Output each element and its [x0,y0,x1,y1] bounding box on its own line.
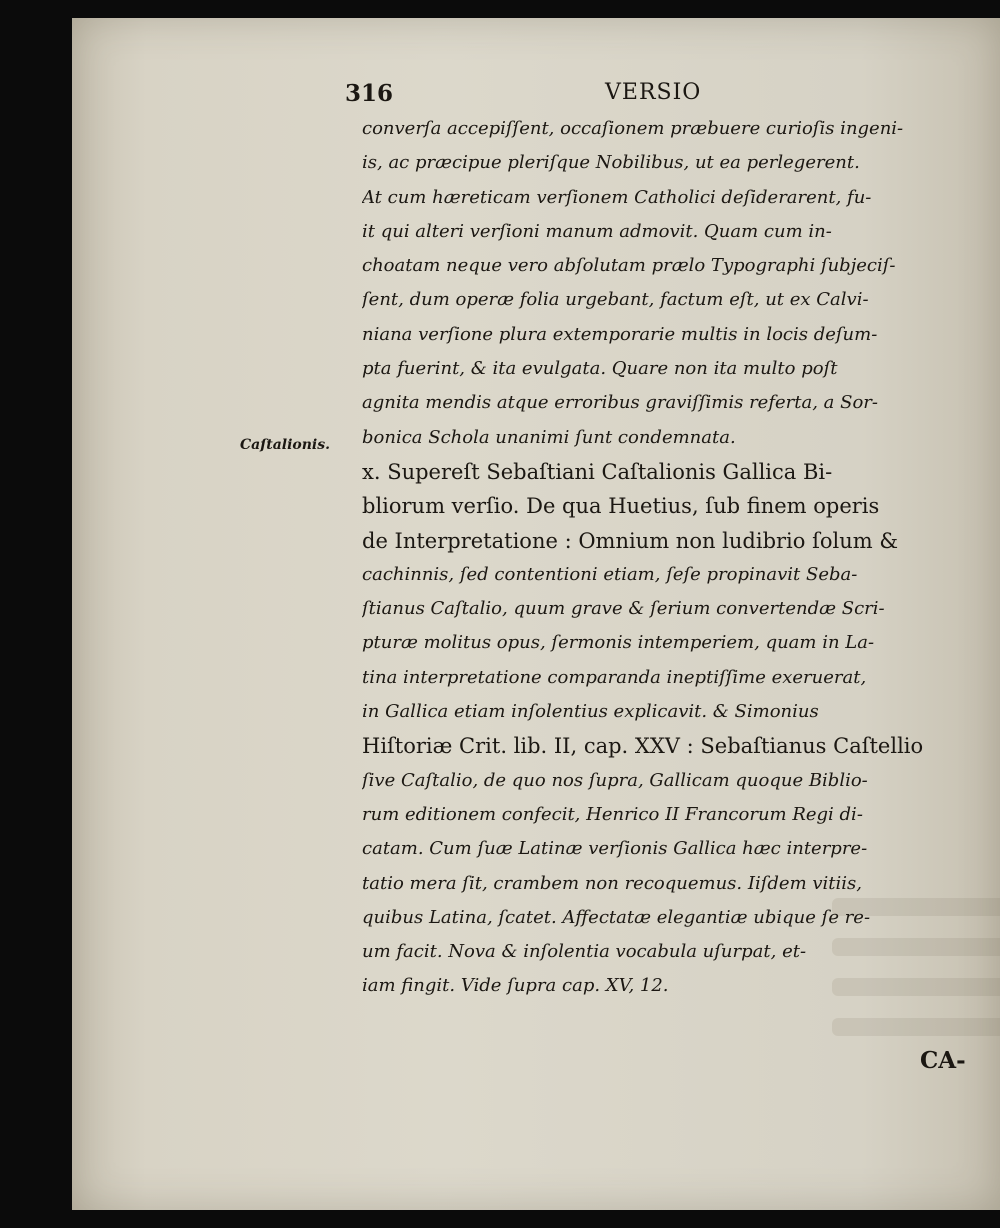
text-line: iam fingit. Vide ſupra cap. XV, 12. [362,975,669,997]
catchword: CA- [920,1047,966,1074]
text-line: um facit. Nova & inſolentia vocabula uſurpat, et- [362,941,807,963]
text-line: tina interpretatione comparanda ineptiſſime exeruerat, [362,666,867,688]
text-line: rum editionem confecit, Henrico II Francorum Regi di- [362,803,863,825]
text-line: pturæ molitus opus, ſermonis intemperiem, quam in La- [362,632,875,654]
text-line: de Interpretatione : Omnium non ludibrio ſolum & [362,528,899,553]
text-line: tatio mera ſit, crambem non recoquemus. Iiſdem vitiis, [362,872,862,894]
text-line: catam. Cum ſuæ Latinæ verſionis Gallica hæc interpre- [362,838,868,860]
text-line: quibus Latina, ſcatet. Affectatæ elegantiæ ubique ſe re- [362,906,871,928]
text-line: ſive Caſtalio, de quo nos ſupra, Gallicam quoque Biblio- [362,769,868,791]
text-line: Hiſtoriæ Crit. lib. II, cap. XXV : Sebaſtianus Caſtellio [362,734,924,759]
show-through-text [832,1018,1000,1036]
text-line: choatam neque vero abſolutam prælo Typographi ſubjeciſ- [362,255,896,277]
text-line: At cum hæreticam verſionem Catholici deſiderarent, fu- [362,186,872,208]
text-line: is, ac præcipue pleriſque Nobilibus, ut ea perlegerent. [362,152,860,174]
text-line: in Gallica etiam inſolentius explicavit. & Simonius [362,701,819,723]
text-line: bliorum verſio. De qua Huetius, ſub finem operis [362,494,880,519]
text-line: ſtianus Caſtalio, quum grave & ſerium convertendæ Scri- [362,598,885,620]
page-header [340,80,960,110]
text-line: it qui alteri verſioni manum admovit. Quam cum in- [362,220,832,242]
body-text [362,112,972,1004]
margin-note: Caſtalionis. [240,437,331,453]
text-line: cachinnis, ſed contentioni etiam, ſeſe propinavit Seba- [362,563,858,585]
text-line: bonica Schola unanimi ſunt condemnata. [362,426,736,448]
text-line: x. Supereſt Sebaſtiani Caſtalionis Gallica Bi- [362,459,833,484]
text-line: converſa accepiſſent, occaſionem præbuere curioſis ingeni- [362,118,904,139]
running-head: VERSIO [605,80,702,105]
text-line: niana verſione plura extemporarie multis in locis deſum- [362,323,878,345]
text-line: agnita mendis atque erroribus graviſſimis referta, a Sor- [362,392,878,414]
page-number: 316 [345,80,394,107]
text-line: pta fuerint, & ita evulgata. Quare non ita multo poſt [362,358,838,380]
text-line: ſent, dum operæ folia urgebant, factum eſt, ut ex Calvi- [362,289,869,311]
